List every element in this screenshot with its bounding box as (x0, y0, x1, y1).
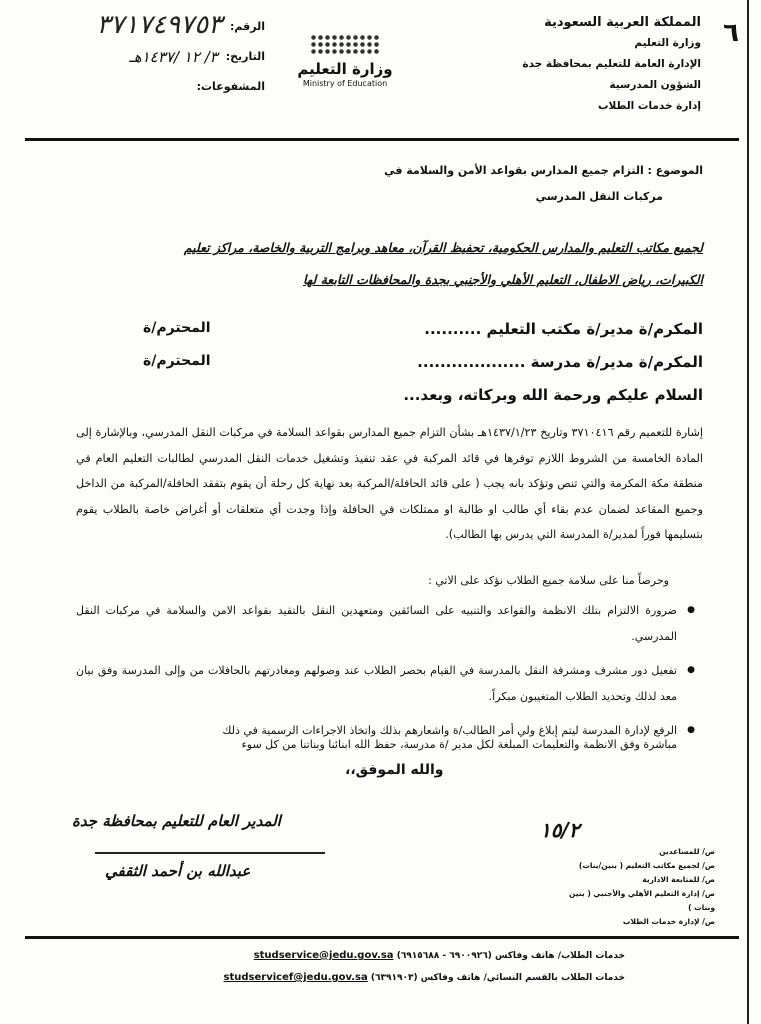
recipients (80, 232, 703, 296)
footer-divider (25, 936, 739, 939)
addressee-2 (143, 353, 703, 371)
handwritten-annotation: ١٥/٢ (540, 818, 580, 842)
list-item: ● تفعيل دور مشرف ومشرفة النقل بالمدرسة في القيام بحصر الطلاب عند وصولهم ومغادرتهم بالحافلات من وإلى المدرسة وفق بيان معد لذلك وتحديد الطلاب المتغيبون مبكراً. (76, 658, 677, 709)
ministry-logo (290, 34, 400, 88)
dept-label: إدارة خدمات الطلاب (597, 100, 701, 112)
page-edge-shadow (747, 0, 749, 1024)
header-divider (25, 138, 739, 141)
ministry-label: وزارة التعليم (634, 37, 701, 49)
copy-item: ص/ للمساعدين (659, 847, 715, 856)
copy-item: ص/ لإدارة خدمات الطلاب (622, 917, 715, 926)
list-item: ● الرفع لإدارة المدرسة ليتم إبلاغ ولي أمر الطالب/ة واشعارهم بذلك واتخاذ الاجراءات الرسمية في ذلك (76, 718, 677, 744)
copy-item: ص/ لجميع مكاتب التعليم ( بنين/بنات) (578, 861, 715, 870)
logo-english-text: Ministry of Education (302, 79, 388, 88)
date-label: التاريخ: (225, 50, 265, 63)
logo-arabic-text: وزارة التعليم (297, 60, 393, 78)
affairs-label: الشؤون المدرسية (609, 79, 701, 91)
recipients-line-2: الكبيرات، رياض الاطفال، التعليم الأهلي والأجنبي بجدة والمحافظات التابعة لها (302, 272, 703, 287)
footer-contacts (205, 945, 625, 989)
number-label: الرقم: (230, 20, 265, 33)
signatory-title: المدير العام للتعليم بمحافظة جدة (72, 812, 281, 830)
list-item: ● ضرورة الالتزام بتلك الانظمة والقواعد والتنبيه على السائقين ومتعهدين النقل بالتقيد بقواعد الامن والسلامة في مركبات النقل المدرسي. (76, 598, 677, 649)
subject (203, 158, 703, 210)
addressee-1 (143, 320, 703, 338)
copy-item: ص/ للمتابعة الادارية (642, 875, 715, 884)
recipients-line-1: لجميع مكاتب التعليم والمدارس الحكومية، تحفيظ القرآن، معاهد وبرامج التربية والخاصة، مراكز تعليم (183, 240, 703, 255)
number-value: ٣٧١٧٤٩٧٥٣ (96, 10, 223, 40)
corner-handwritten-mark: ٦ (723, 18, 739, 48)
signatory-name: عبدالله بن أحمد الثقفي (105, 862, 251, 880)
footer-email-1[interactable]: studservice@jedu.gov.sa (253, 950, 394, 961)
copies-list (555, 845, 715, 929)
greeting: السلام عليكم ورحمة الله وبركاته، وبعد... (403, 386, 703, 404)
body-paragraph: إشارة للتعميم رقم ٣٧١٠٤١٦ وتاريخ ١٤٣٧/١/٢٣هـ بشأن التزام جميع المدارس بقواعد السلامة في مركبات النقل المدرسي، وبالإشارة إلى المادة الخامسة من الشروط اللازم توفرها في قائد المركبة في عقد تنفيذ وتشغيل خدمات النقل المدرسي لطالبات التعليم العام في منطقة مكة المكرمة والتي تنص وتؤكد بانه يجب ( على قائد الحافلة/المركبة بعد نهاية كل رحلة أن يقوم بتفقد الحافلة/المركبة من الداخل وجميع المقاعد لضمان عدم بقاء أي طالب او طالبة او ممتلكات في الحافلة وإذا وجدت أي متعلقات أو أغراض خاصة بالطلاب يقوم بتسليمها فوراً لمدير/ة المدرسة التي يدرس بها الطالب). (76, 426, 703, 541)
closing-line: مباشرة وفق الانظمة والتعليمات المبلغة لكل مدير /ة مدرسة، حفظ الله ابنائنا وبناتنا من كل سوء (241, 738, 677, 751)
footer-line-1: خدمات الطلاب/ هاتف وفاكس (٦٩٠٠٩٢٦ - ٦٩١٥٦٨٨) (396, 951, 625, 961)
lead-sentence: وحرصاً منا على سلامة جميع الطلاب نؤكد على الاتي : (428, 574, 669, 587)
addressee-2-honorific: المحترم/ة (143, 353, 211, 369)
subject-line-2: مركبات النقل المدرسي (535, 190, 663, 203)
footer-line-2: خدمات الطلاب بالقسم النسائي/ هاتف وفاكس (٦٣٩١٩٠٣) (370, 973, 625, 983)
letter-meta (55, 12, 265, 102)
addressee-2-text: المكرم/ة مدير/ة مدرسة ................... (417, 353, 703, 371)
copy-item: ص/ إدارة التعليم الأهلي والأجنبي ( بنين وبنات ) (569, 889, 715, 912)
subject-line-1: الموضوع : التزام جميع المدارس بقواعد الأمن والسلامة في (384, 164, 703, 177)
addressee-1-honorific: المحترم/ة (143, 320, 211, 336)
date-value: ٣/ ١٢ /١٤٣٧هـ (129, 48, 218, 66)
bullet-list (76, 598, 677, 753)
attachments-label: المشفوعات: (196, 80, 265, 93)
kingdom-label: المملكة العربية السعودية (544, 15, 701, 30)
admin-label: الإدارة العامة للتعليم بمحافظة جدة (522, 58, 701, 70)
footer-email-2[interactable]: studservicef@jedu.gov.sa (223, 972, 368, 983)
letterhead-right (471, 12, 701, 117)
addressee-1-text: المكرم/ة مدير/ة مكتب التعليم .......... (424, 320, 703, 338)
signature-stroke (95, 852, 325, 854)
logo-dots-icon (310, 34, 380, 56)
closing-salutation: والله الموفق،، (345, 762, 444, 778)
